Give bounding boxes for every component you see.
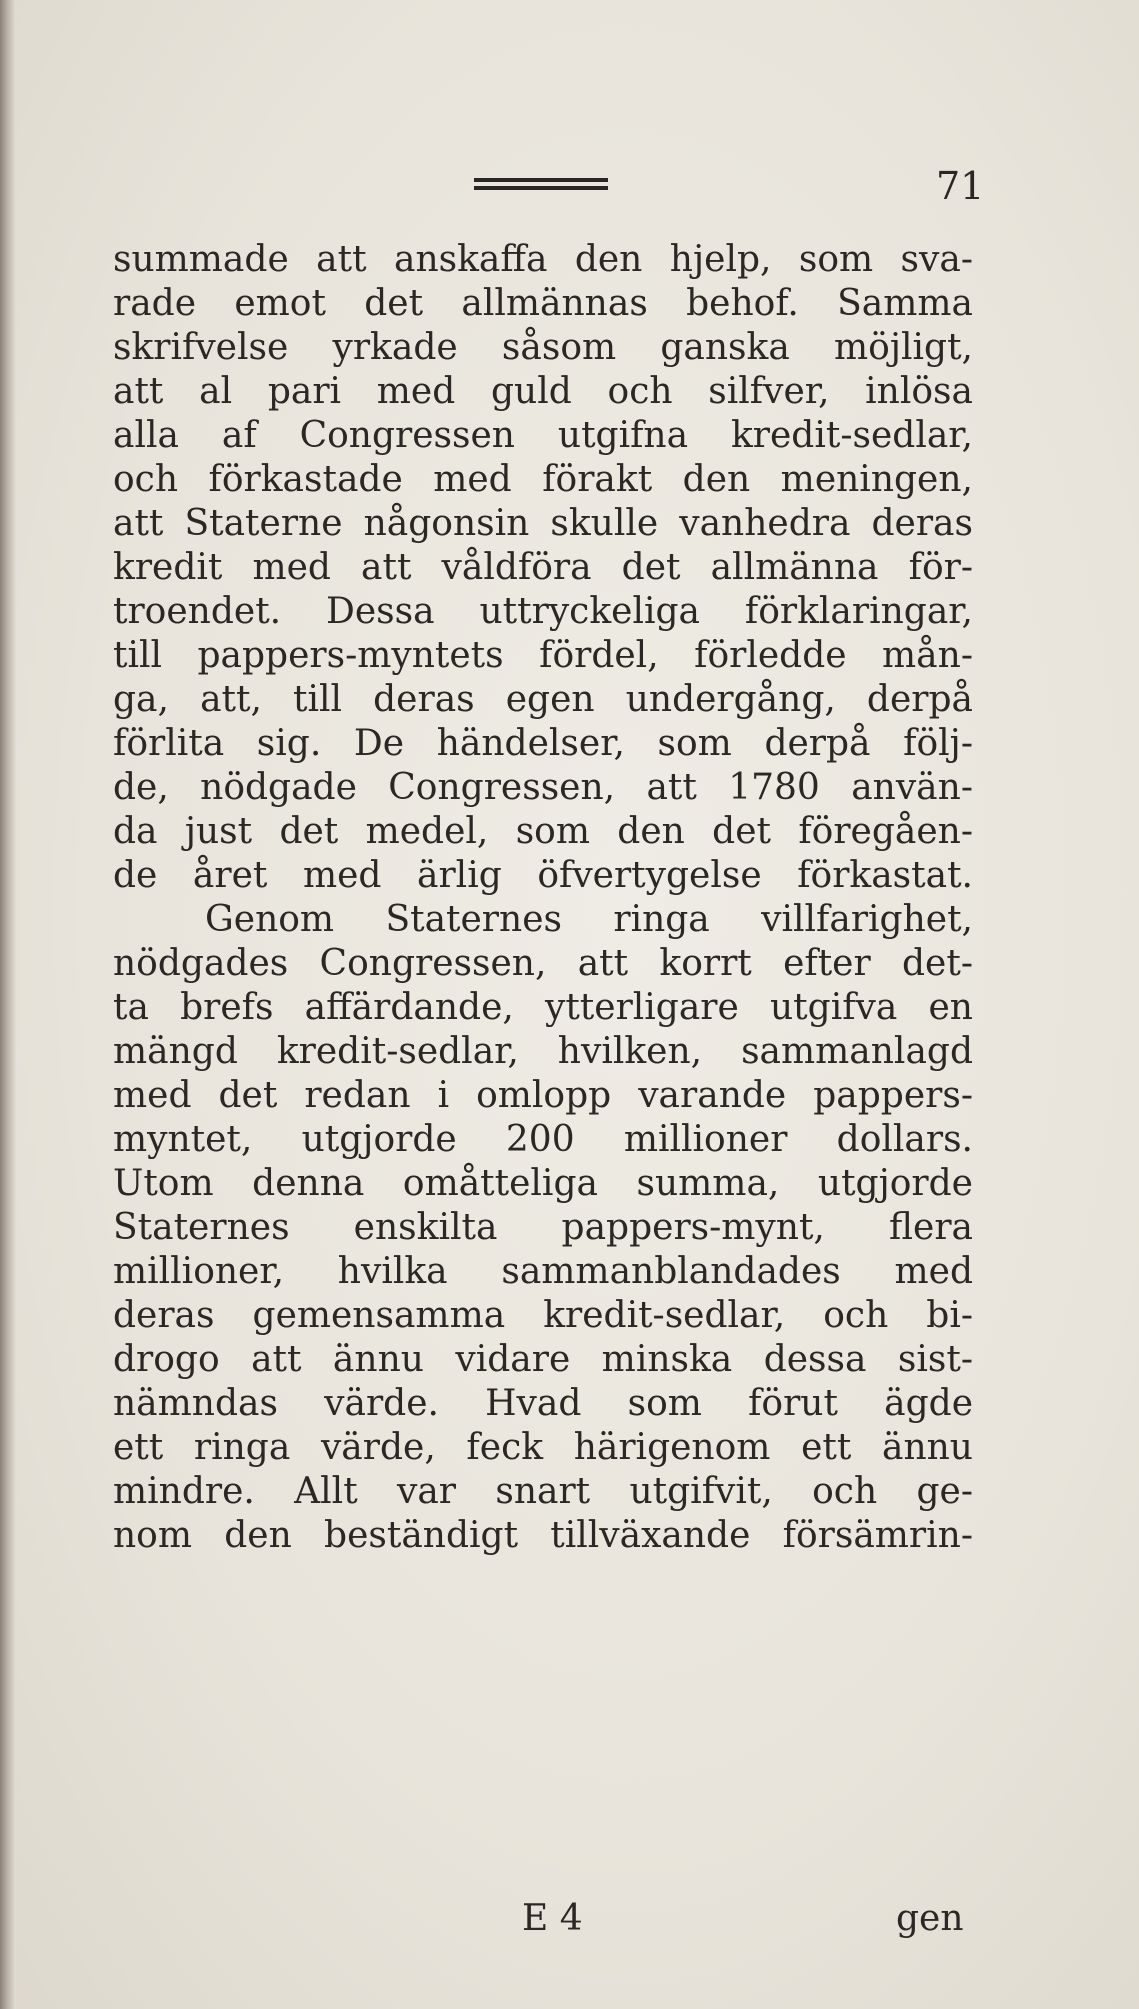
- text-line-indented: Genom Staternes ringa villfarighet,: [205, 899, 973, 940]
- text-line: nom den beständigt tillväxande försämrin-: [113, 1515, 973, 1556]
- text-line: ga, att, till deras egen undergång, derpå: [113, 679, 973, 720]
- text-line: de året med ärlig öfvertygelse förkastat.: [113, 855, 973, 896]
- text-line: Staternes enskilta pappers-mynt, flera: [113, 1207, 973, 1248]
- text-line: skrifvelse yrkade såsom ganska möjligt,: [113, 327, 973, 368]
- text-line: ett ringa värde, feck härigenom ett ännu: [113, 1427, 973, 1468]
- text-line: ta brefs affärdande, ytterligare utgifva en: [113, 987, 973, 1028]
- text-line: och förkastade med förakt den meningen,: [113, 459, 973, 500]
- text-line: att Staterne någonsin skulle vanhedra deras: [113, 503, 973, 544]
- text-line: mängd kredit-sedlar, hvilken, sammanlagd: [113, 1031, 973, 1072]
- text-line: troendet. Dessa uttryckeliga förklaringar,: [113, 591, 973, 632]
- text-line: myntet, utgjorde 200 millioner dollars.: [113, 1119, 973, 1160]
- catchword: gen: [896, 1898, 964, 1939]
- text-line: drogo att ännu vidare minska dessa sist-: [113, 1339, 973, 1380]
- text-line: kredit med att våldföra det allmänna för-: [113, 547, 973, 588]
- header-ornament-rule: [474, 178, 608, 192]
- text-line: att al pari med guld och silfver, inlösa: [113, 371, 973, 412]
- text-line: med det redan i omlopp varande pappers-: [113, 1075, 973, 1116]
- text-line: de, nödgade Congressen, att 1780 använ-: [113, 767, 973, 808]
- text-line: nämndas värde. Hvad som förut ägde: [113, 1383, 973, 1424]
- page-number: 71: [936, 164, 985, 208]
- text-line: alla af Congressen utgifna kredit-sedlar,: [113, 415, 973, 456]
- text-line: till pappers-myntets fördel, förledde mån-: [113, 635, 973, 676]
- text-line: da just det medel, som den det föregåen-: [113, 811, 973, 852]
- page-spine-shadow: [0, 0, 16, 2009]
- text-line: millioner, hvilka sammanblandades med: [113, 1251, 973, 1292]
- text-line: förlita sig. De händelser, som derpå följ-: [113, 723, 973, 764]
- text-line: summade att anskaffa den hjelp, som sva-: [113, 239, 973, 280]
- text-line: rade emot det allmännas behof. Samma: [113, 283, 973, 324]
- text-line: nödgades Congressen, att korrt efter det-: [113, 943, 973, 984]
- signature-mark: E 4: [522, 1898, 583, 1939]
- text-line: mindre. Allt var snart utgifvit, och ge-: [113, 1471, 973, 1512]
- text-line: deras gemensamma kredit-sedlar, och bi-: [113, 1295, 973, 1336]
- text-line: Utom denna omåtteliga summa, utgjorde: [113, 1163, 973, 1204]
- body-text: [113, 238, 973, 1558]
